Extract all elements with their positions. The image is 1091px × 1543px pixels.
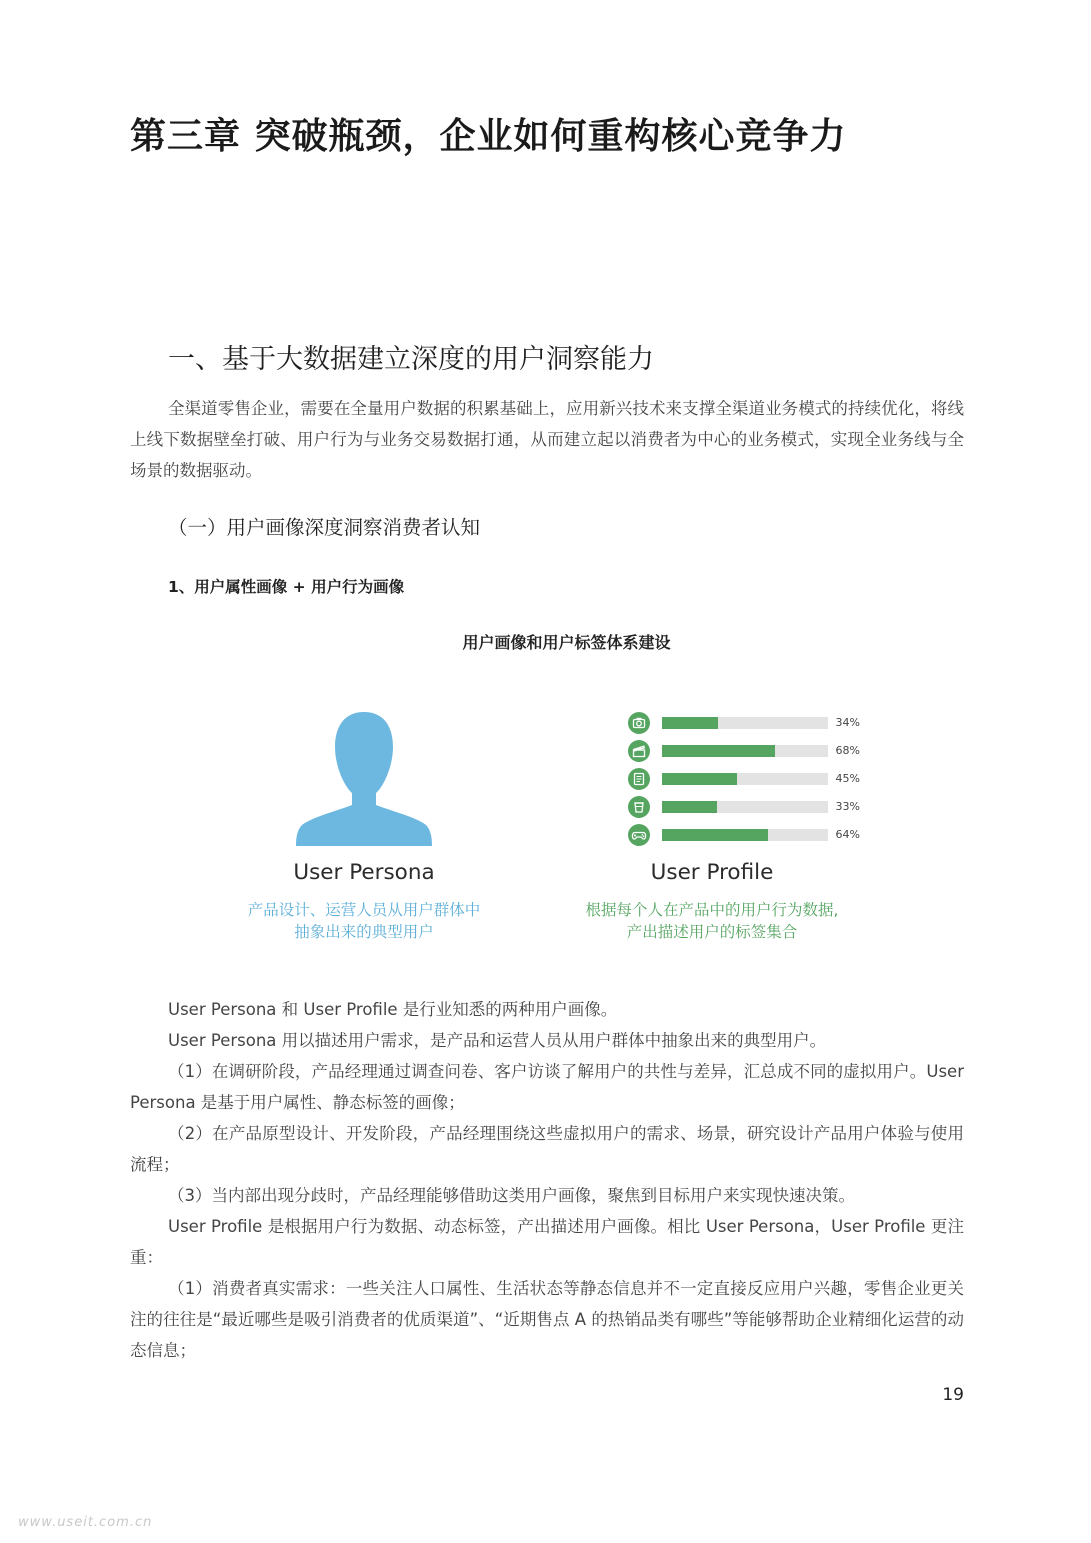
bar-track	[662, 828, 860, 841]
bar-value-label: 34%	[835, 716, 860, 729]
persona-desc-line-1: 产品设计、运营人员从用户群体中	[247, 901, 481, 919]
bar-row	[628, 768, 868, 790]
bar-track	[662, 744, 860, 757]
body-paragraph: （1）在调研阶段，产品经理通过调查问卷、客户访谈了解用户的共性与差异，汇总成不同的虚拟用户。User Persona 是基于用户属性、静态标签的画像；	[130, 1062, 964, 1112]
watermark: www.useit.com.cn	[18, 1515, 153, 1530]
bar-value-label: 45%	[835, 772, 860, 785]
body-paragraph: User Persona 用以描述用户需求，是产品和运营人员从用户群体中抽象出来的典型用户。	[168, 1031, 827, 1050]
bar-fill	[662, 829, 768, 841]
profile-desc-line-1: 根据每个人在产品中的用户行为数据,	[585, 901, 839, 919]
persona-description	[214, 899, 514, 943]
cup-icon	[628, 796, 650, 818]
bar-fill	[662, 773, 737, 785]
page-number: 19	[942, 1385, 964, 1405]
bar-track	[662, 800, 860, 813]
subsection-title: （一）用户画像深度洞察消费者认知	[168, 516, 481, 539]
bar-value-label: 68%	[835, 744, 860, 757]
bar-row	[628, 712, 868, 734]
bar-track	[662, 716, 860, 729]
bar-fill	[662, 745, 775, 757]
camera-icon	[628, 712, 650, 734]
figure-title: 用户画像和用户标签体系建设	[462, 633, 671, 652]
body-paragraph: User Profile 是根据用户行为数据、动态标签，产出描述用户画像。相比 User Persona，User Profile 更注重：	[130, 1217, 964, 1267]
profile-title: User Profile	[650, 860, 774, 885]
gamepad-icon	[628, 824, 650, 846]
bar-row	[628, 824, 868, 846]
profile-description	[562, 899, 862, 943]
body-paragraph: （2）在产品原型设计、开发阶段，产品经理围绕这些虚拟用户的需求、场景，研究设计产品用户体验与使用流程；	[130, 1124, 964, 1174]
bar-track	[662, 772, 860, 785]
body-paragraph: User Persona 和 User Profile 是行业知悉的两种用户画像。	[168, 1000, 618, 1019]
bar-value-label: 64%	[835, 828, 860, 841]
bar-fill	[662, 801, 717, 813]
bar-row	[628, 796, 868, 818]
subsubsection-title: 1、用户属性画像 + 用户行为画像	[168, 578, 405, 596]
persona-title: User Persona	[293, 860, 435, 885]
bar-row	[628, 740, 868, 762]
clapper-icon	[628, 740, 650, 762]
notebook-icon	[628, 768, 650, 790]
chapter-title: 第三章 突破瓶颈，企业如何重构核心竞争力	[130, 116, 847, 157]
body-text-block	[130, 994, 964, 1366]
section-title: 一、基于大数据建立深度的用户洞察能力	[168, 344, 654, 375]
bar-value-label: 33%	[835, 800, 860, 813]
intro-paragraph: 全渠道零售企业，需要在全量用户数据的积累基础上，应用新兴技术来支撑全渠道业务模式的持续优化，将线上线下数据壁垒打破、用户行为与业务交易数据打通，从而建立起以消费者为中心的业务模式，实现全业务线与全场景的数据驱动。	[130, 399, 964, 480]
user-silhouette-icon	[292, 710, 436, 846]
profile-desc-line-2: 产出描述用户的标签集合	[626, 923, 798, 941]
persona-desc-line-2: 抽象出来的典型用户	[294, 923, 434, 941]
body-paragraph: （1）消费者真实需求：一些关注人口属性、生活状态等静态信息并不一定直接反应用户兴趣，零售企业更关注的往往是“最近哪些是吸引消费者的优质渠道”、“近期售点 A 的热销品类有哪些”等能够帮助企业精细化运营的动态信息；	[130, 1279, 964, 1360]
body-paragraph: （3）当内部出现分歧时，产品经理能够借助这类用户画像，聚焦到目标用户来实现快速决策。	[168, 1186, 855, 1205]
bar-fill	[662, 717, 718, 729]
